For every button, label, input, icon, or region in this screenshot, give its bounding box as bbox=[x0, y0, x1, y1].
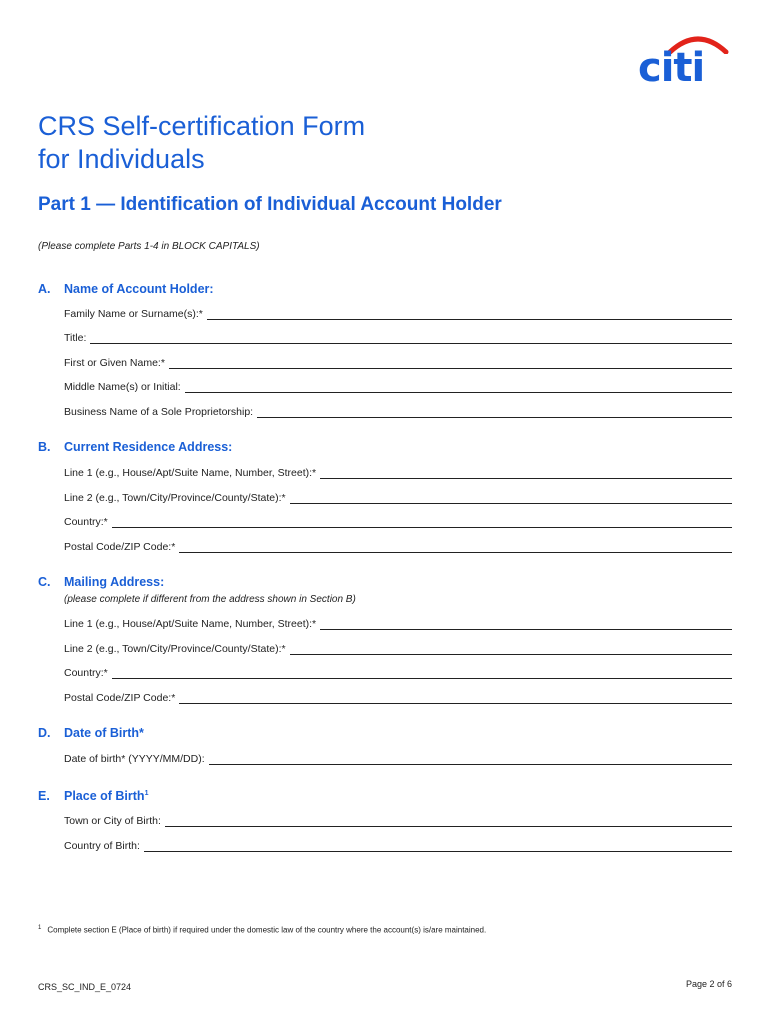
field-label: Middle Name(s) or Initial: bbox=[64, 381, 181, 393]
family-name-input[interactable] bbox=[207, 305, 732, 320]
field-label: First or Given Name:* bbox=[64, 357, 165, 369]
field-label: Country:* bbox=[64, 516, 108, 528]
mailing-country-field bbox=[64, 665, 732, 679]
field-label: Country of Birth: bbox=[64, 840, 140, 852]
field-label: Postal Code/ZIP Code:* bbox=[64, 541, 176, 553]
section-c-note: (please complete if different from the address shown in Section B) bbox=[64, 594, 356, 605]
mailing-postal-input[interactable] bbox=[179, 689, 732, 704]
section-letter: B. bbox=[38, 440, 51, 454]
section-letter: D. bbox=[38, 726, 51, 740]
form-title-line-1: CRS Self-certification Form bbox=[38, 111, 366, 141]
mailing-line1-field bbox=[64, 616, 732, 630]
field-label: Title: bbox=[64, 332, 87, 344]
form-title bbox=[38, 110, 365, 176]
first-name-input[interactable] bbox=[169, 354, 732, 369]
field-label: Line 2 (e.g., Town/City/Province/County/State):* bbox=[64, 492, 286, 504]
section-letter: A. bbox=[38, 282, 51, 296]
country-of-birth-field bbox=[64, 838, 732, 852]
field-label: Town or City of Birth: bbox=[64, 815, 161, 827]
section-title: Name of Account Holder: bbox=[64, 282, 214, 296]
residence-postal-field bbox=[64, 539, 732, 553]
mailing-country-input[interactable] bbox=[112, 664, 732, 679]
residence-line2-field bbox=[64, 490, 732, 504]
mailing-line1-input[interactable] bbox=[320, 615, 732, 630]
field-label: Postal Code/ZIP Code:* bbox=[64, 692, 176, 704]
residence-postal-input[interactable] bbox=[179, 538, 732, 553]
section-title: Place of Birth bbox=[64, 789, 145, 803]
section-title: Current Residence Address: bbox=[64, 440, 233, 454]
field-label: Line 1 (e.g., House/Apt/Suite Name, Number, Street):* bbox=[64, 618, 317, 630]
middle-name-input[interactable] bbox=[185, 378, 732, 393]
section-title: Date of Birth* bbox=[64, 726, 144, 740]
title-input[interactable] bbox=[90, 329, 732, 344]
section-e-heading bbox=[38, 789, 148, 803]
business-name-field bbox=[64, 404, 732, 418]
residence-line1-field bbox=[64, 465, 732, 479]
page-number: Page 2 of 6 bbox=[685, 979, 732, 989]
field-label: Line 1 (e.g., House/Apt/Suite Name, Number, Street):* bbox=[64, 467, 317, 479]
footnote-reference: 1 bbox=[144, 789, 149, 797]
section-a-heading bbox=[38, 282, 214, 296]
section-d-heading bbox=[38, 726, 144, 740]
mailing-line2-field bbox=[64, 641, 732, 655]
field-label: Business Name of a Sole Proprietorship: bbox=[64, 406, 254, 418]
instructions: (Please complete Parts 1-4 in BLOCK CAPITALS) bbox=[38, 241, 260, 252]
residence-line1-input[interactable] bbox=[320, 464, 732, 479]
section-letter: E. bbox=[38, 789, 50, 803]
footnote-mark: 1 bbox=[38, 925, 42, 931]
section-title: Mailing Address: bbox=[64, 575, 165, 589]
field-label: Line 2 (e.g., Town/City/Province/County/State):* bbox=[64, 643, 286, 655]
citi-logo bbox=[638, 32, 730, 91]
mailing-line2-input[interactable] bbox=[290, 640, 732, 655]
field-label: Family Name or Surname(s):* bbox=[64, 308, 203, 320]
date-of-birth-field bbox=[64, 751, 732, 765]
residence-line2-input[interactable] bbox=[290, 489, 732, 504]
section-c-heading bbox=[38, 575, 164, 589]
business-name-input[interactable] bbox=[257, 403, 732, 418]
residence-country-field bbox=[64, 514, 732, 528]
footnote bbox=[38, 925, 486, 935]
date-of-birth-input[interactable] bbox=[209, 750, 732, 765]
part-title: Part 1 — Identification of Individual Account Holder bbox=[38, 194, 502, 215]
field-label: Country:* bbox=[64, 667, 108, 679]
form-title-line-2: for Individuals bbox=[38, 144, 205, 174]
town-of-birth-field bbox=[64, 813, 732, 827]
residence-country-input[interactable] bbox=[112, 513, 732, 528]
field-label: Date of birth* (YYYY/MM/DD): bbox=[64, 753, 205, 765]
first-name-field bbox=[64, 355, 732, 369]
section-b-heading bbox=[38, 440, 232, 454]
title-field bbox=[64, 330, 732, 344]
section-letter: C. bbox=[38, 575, 51, 589]
middle-name-field bbox=[64, 379, 732, 393]
footnote-text: Complete section E (Place of birth) if required under the domestic law of the country where the account(s) is/are maintained. bbox=[47, 925, 487, 935]
country-of-birth-input[interactable] bbox=[144, 837, 732, 852]
form-code: CRS_SC_IND_E_0724 bbox=[38, 982, 132, 992]
mailing-postal-field bbox=[64, 690, 732, 704]
family-name-field bbox=[64, 306, 732, 320]
logo-text: citi bbox=[638, 45, 705, 91]
town-of-birth-input[interactable] bbox=[165, 812, 732, 827]
